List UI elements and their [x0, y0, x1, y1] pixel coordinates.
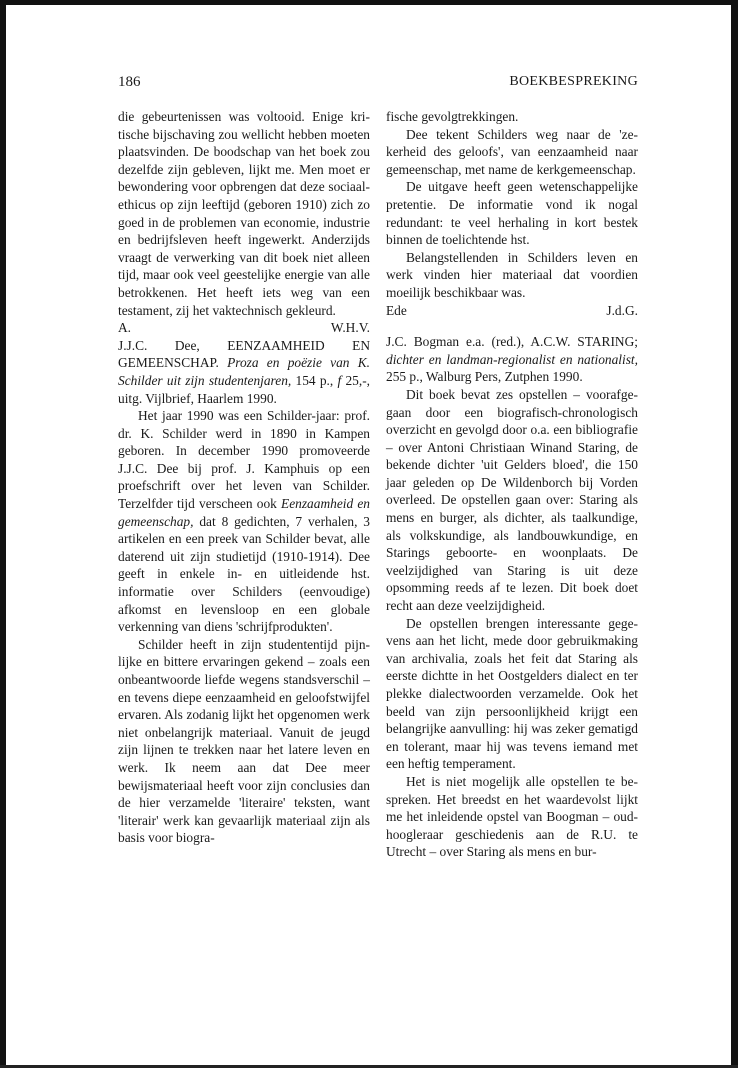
- review-text-paragraph: Schilder heeft in zijn studententijd pijnlijke en bittere ervaringen gekend – zoals een onbeantwoorde liefde wegens standsverschil – en tevens diepe eenzaamheid en geloofstwijfel ervaren. Als zodanig lijkt het opgenomen werk niet onbelangrijk materiaal. Vanuit de jeugd zijn lijnen te trekken naar het latere leven en werk. Ik neem aan dat Dee meer bewijsmateriaal heeft voor zijn conclusies dan de hier verzamelde 'literaire' teksten, want 'literair' werk kan gevaarlijk materiaal zijn als basis voor biogra-: [118, 636, 370, 846]
- left-column: [118, 108, 370, 847]
- review-text-paragraph: De opstellen brengen interessante gegevens aan het licht, mede door gebruikmaking van archivalia, zoals het feit dat Staring als eerste dichtte in het Oostgelders dialect en ter plekke dialectwoorden verzamelde. Ook het beeld van zijn persoonlijkheid krijgt een belangrijke aanvulling: hij was zeker gematigd en tolerant, maar hij was tevens iemand met een heftig temperament.: [386, 615, 638, 772]
- book-currency: f: [337, 372, 342, 388]
- signature-place: A.: [118, 320, 132, 336]
- book-pages: 154 p.,: [295, 372, 334, 388]
- signature-place: Ede: [386, 302, 407, 318]
- right-column: [386, 108, 638, 861]
- italic-title: Eenzaamheid en gemeenschap,: [118, 496, 370, 529]
- review-signature: [386, 302, 638, 320]
- review-text-paragraph: [118, 407, 370, 636]
- text-run: dat 8 gedichten, 7 verhalen, 3 artikelen en een preek van Schilder bevat, alle daterend uit zijn studietijd (1910-1914). Dee geeft in enkele in- en uitleidende hst. informatie over Schilders (eenvoudige) afkomst en levensloop en een globale verkenning van diens 'schrijfprodukten'.: [118, 513, 370, 635]
- book-subtitle: dichter en landman-regionalist en nationalist,: [386, 351, 638, 367]
- book-author-title: J.C. Bogman e.a. (red.), A.C.W. STARING;: [386, 334, 638, 350]
- running-header: BOEKBESPREKING: [509, 74, 638, 89]
- book-subtitle: Proza en poëzie van K. Schilder uit zijn studentenjaren,: [118, 355, 370, 388]
- scan-border-right: [731, 0, 738, 1068]
- signature-initials: J.d.G.: [606, 302, 638, 318]
- page-number: 186: [118, 74, 141, 90]
- review-text-paragraph: Dee tekent Schilders weg naar de 'zekerheid des geloofs', van eenzaamheid naar gemeenschap, met name de kerkgemeenschap.: [386, 126, 638, 177]
- review-text-paragraph: die gebeurtenissen was voltooid. Enige kritische bijschaving zou wellicht hebben moeten plaatsvinden. De boodschap van het boek zou dezelfde zijn gebleven, lijkt me. Men moet er bewondering voor opbrengen dat deze sociaal-ethicus op zijn leeftijd (geboren 1910) zich zo goed in de problemen van economie, industrie en bedrijfsleven heeft ingewerkt. Anderzijds vraagt de verwerking van dit boek niet alleen tijd, maar ook veel geestelijke energie van alle betrokkenen. Het heeft iets weg van een testament, zij het vaktechnisch gekleurd.: [118, 109, 370, 318]
- review-text-paragraph: Het is niet mogelijk alle opstellen te bespreken. Het breedst en het waardevolst lijkt me het inleidende opstel van Boogman – oud-hoogleraar geschiedenis aan de R.U. te Utrecht – over Staring als mens en bur-: [386, 773, 638, 860]
- review-text-paragraph: De uitgave heeft geen wetenschappelijke pretentie. De informatie vond ik nogal redundant: te veel herhaling in kort bestek binnen de toelichtende hst.: [386, 179, 638, 248]
- text-run: Het jaar 1990 was een Schilder-jaar: prof. dr. K. Schilder werd in 1890 in Kampen geboren. In december 1990 promoveerde J.J.C. Dee bij prof. J. Kamphuis op een proefschrift over het leven van Schilder. Terzelfder tijd verscheen ook: [118, 408, 370, 512]
- review-text-paragraph: Belangstellenden in Schilders leven en werk vinden hier materiaal dat voordien moeilijk beschikbaar was.: [386, 249, 638, 300]
- review-text-paragraph: fische gevolgtrekkingen.: [386, 109, 519, 124]
- book-publication-details: 25,-, uitg. Vijlbrief, Haarlem 1990.: [118, 372, 371, 406]
- book-author-title: J.J.C. Dee, EENZAAMHEID EN GEMEENSCHAP.: [118, 337, 370, 371]
- review-text-paragraph: Dit boek bevat zes opstellen – voorafgegaan door een biografisch-chronologisch overzicht en gevolgd door o.a. een bibliografie – over Antoni Christiaan Winand Staring, de bekende dichter 'uit Gelders bloed', die 150 jaar geleden op De Wildenborch bij Vorden overleed. De opstellen gaan over: Staring als mens en burger, als dichter, als taalkundige, als volkskundige, als landbouwkundige, en Starings geboorte- en woonplaats. De veelzijdighed van Staring is uit deze opsomming reeds af te lezen. Dit boek doet recht aan deze veelzijdigheid.: [386, 386, 638, 614]
- book-reference: [386, 333, 638, 386]
- signature-initials: W.H.V.: [330, 320, 370, 336]
- book-publication-details: 255 p., Walburg Pers, Zutphen 1990.: [386, 369, 583, 385]
- review-signature: [118, 319, 370, 337]
- scan-border-left: [0, 0, 6, 1068]
- book-reference: [118, 337, 370, 407]
- scan-border-top: [6, 0, 732, 5]
